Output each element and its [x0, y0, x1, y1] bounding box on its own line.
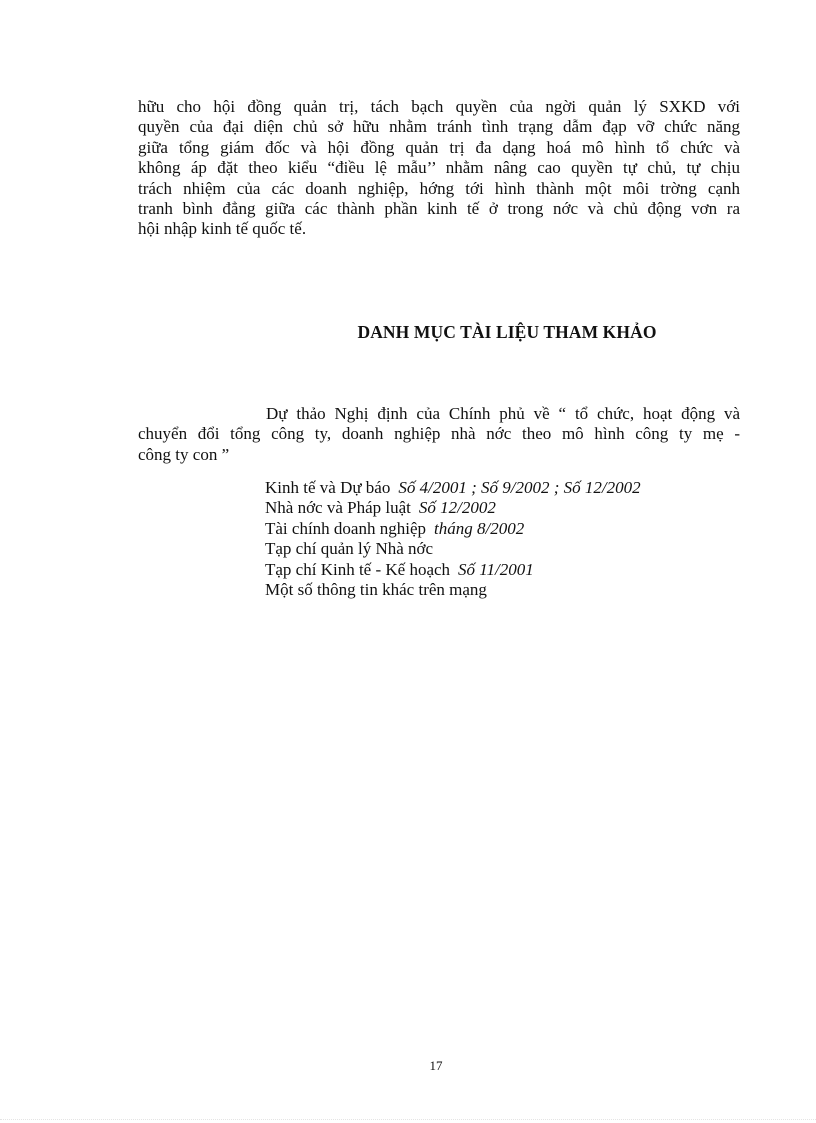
- reference-item: [265, 560, 641, 580]
- reference-detail: Số 4/2001 ; Số 9/2002 ; Số 12/2002: [398, 478, 641, 497]
- body-paragraph: [138, 97, 740, 240]
- paragraph-line: hữu cho hội đồng quản trị, tách bạch quyền của ngời quản lý SXKD với: [138, 97, 740, 116]
- reference-title: Kinh tế và Dự báo: [265, 478, 391, 497]
- references-list: [265, 478, 641, 600]
- paragraph-line: giữa tổng giám đốc và hội đồng quản trị đa dạng hoá mô hình tổ chức và: [138, 137, 740, 157]
- paragraph-line: trách nhiệm của các doanh nghiệp, hớng tới hình thành một môi trờng cạnh: [138, 178, 740, 198]
- reference-item: [265, 539, 641, 559]
- references-intro-line: Dự thảo Nghị định của Chính phủ về “ tổ chức, hoạt động và: [266, 404, 740, 423]
- references-intro-line: chuyển đổi tổng công ty, doanh nghiệp nhà nớc theo mô hình công ty mẹ -: [138, 424, 740, 444]
- paragraph-line: tranh bình đẳng giữa các thành phần kinh tế ở trong nớc và chủ động vơn ra: [138, 198, 740, 218]
- reference-detail: Số 11/2001: [458, 559, 534, 579]
- reference-item: [265, 498, 641, 518]
- reference-detail: tháng 8/2002: [434, 518, 525, 538]
- reference-title: Nhà nớc và Pháp luật: [265, 498, 411, 518]
- paragraph-line: hội nhập kinh tế quốc tế.: [138, 219, 307, 239]
- references-heading: [138, 322, 740, 343]
- page-bottom-divider: [0, 1119, 816, 1120]
- references-intro: [138, 404, 740, 465]
- reference-title: Một số thông tin khác trên mạng: [265, 579, 487, 599]
- reference-title: Tạp chí Kinh tế - Kế hoạch: [265, 559, 451, 579]
- page-number: 17: [429, 1058, 443, 1073]
- paragraph-line: không áp đặt theo kiểu “điều lệ mẫu’’ nhằm nâng cao quyền tự chủ, tự chịu: [138, 158, 740, 178]
- reference-title: Tài chính doanh nghiệp: [265, 518, 426, 538]
- reference-item: [265, 519, 641, 539]
- paragraph-line: quyền của đại diện chủ sở hữu nhằm tránh tình trạng dẫm đạp vỡ chức năng: [138, 117, 740, 137]
- reference-item: [265, 580, 641, 600]
- reference-detail: Số 12/2002: [418, 498, 496, 518]
- reference-title: Tạp chí quản lý Nhà nớc: [265, 539, 434, 559]
- references-heading-text: DANH MỤC TÀI LIỆU THAM KHẢO: [357, 322, 657, 342]
- reference-item: [265, 478, 641, 498]
- references-intro-line: công ty con ”: [138, 444, 230, 464]
